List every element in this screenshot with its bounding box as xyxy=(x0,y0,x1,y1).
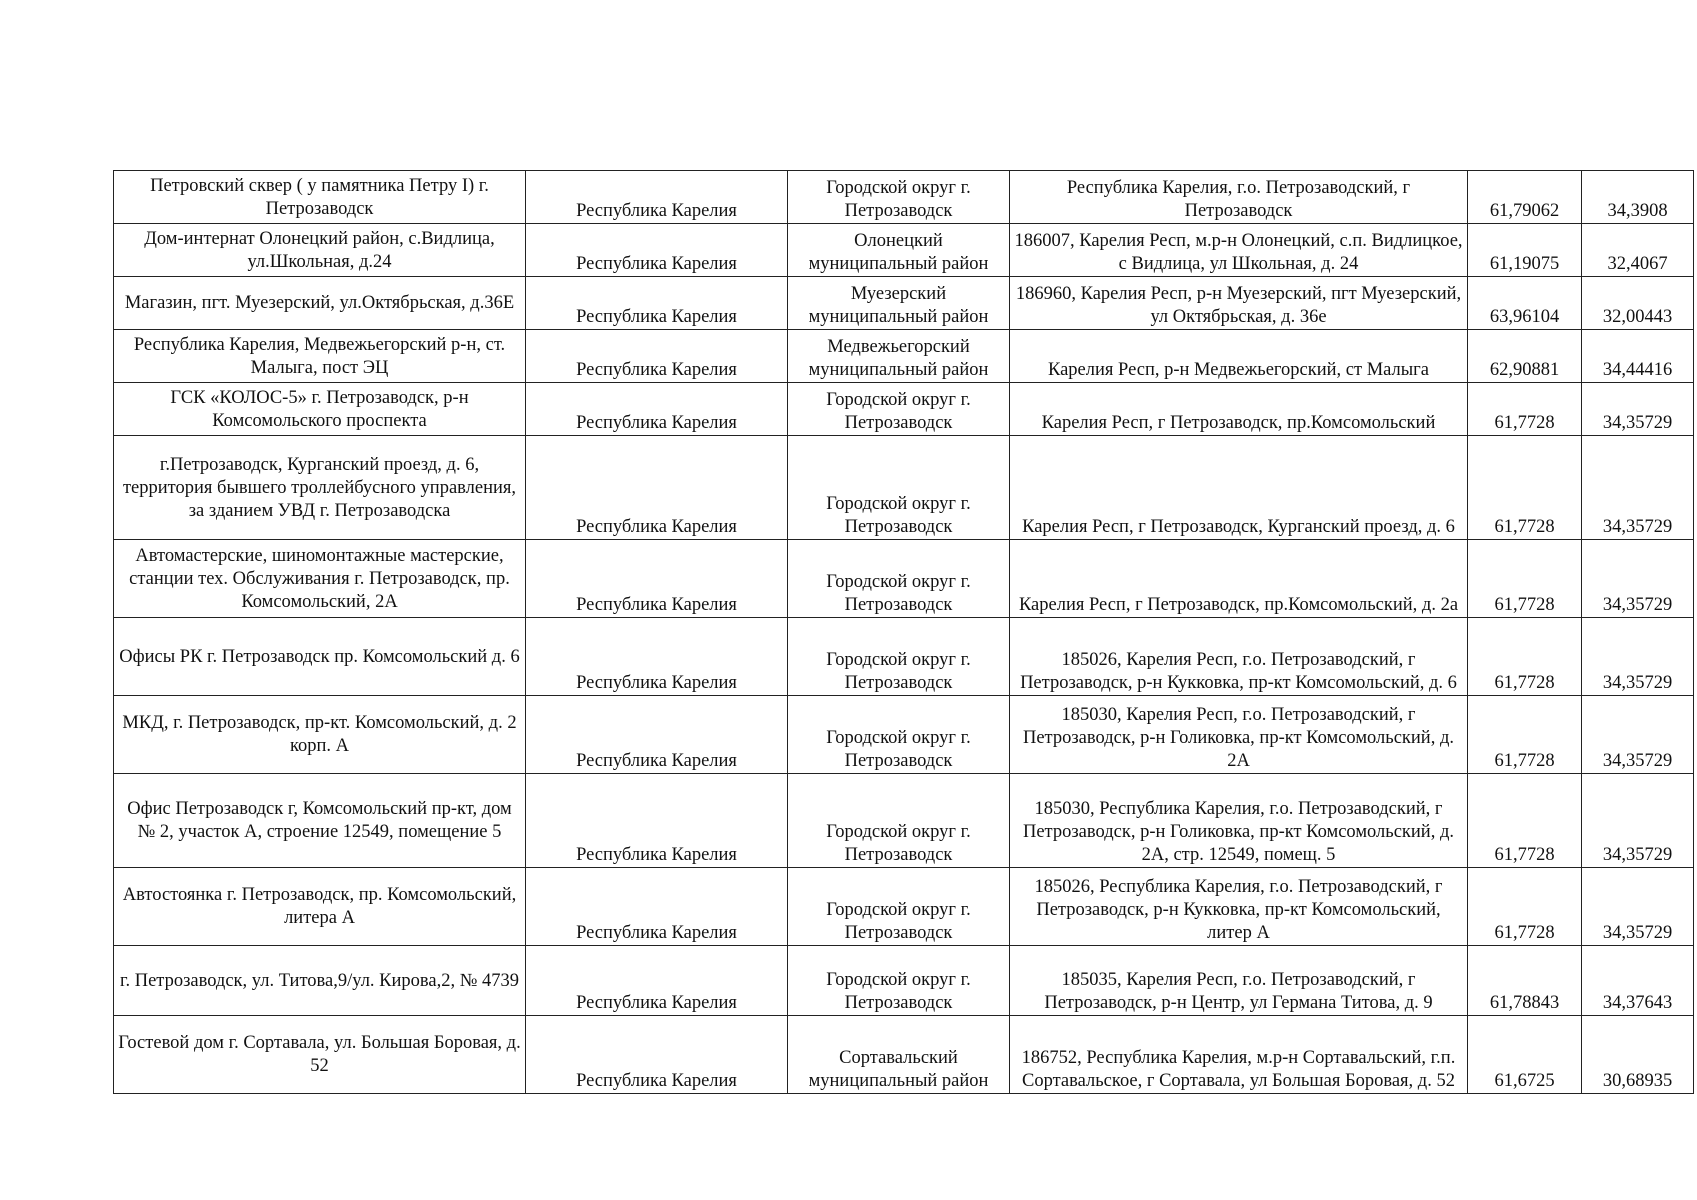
object-cell: Автомастерские, шиномонтажные мастерские, станции тех. Обслуживания г. Петрозаводск, пр. Комсомольский, 2А xyxy=(114,540,526,618)
region-cell: Республика Карелия xyxy=(526,383,788,436)
address-cell: 185026, Республика Карелия, г.о. Петрозаводский, г Петрозаводск, р-н Кукковка, пр-кт Комсомольский, литер А xyxy=(1010,868,1468,946)
longitude-cell: 34,35729 xyxy=(1582,868,1694,946)
municipality-cell: Медвежьегорский муниципальный район xyxy=(788,330,1010,383)
address-cell: Карелия Респ, г Петрозаводск, пр.Комсомольский xyxy=(1010,383,1468,436)
latitude-cell: 61,7728 xyxy=(1468,436,1582,540)
municipality-cell: Городской округ г. Петрозаводск xyxy=(788,436,1010,540)
table-row xyxy=(114,774,1694,868)
longitude-cell: 34,3908 xyxy=(1582,171,1694,224)
address-cell: 186752, Республика Карелия, м.р-н Сортавальский, г.п. Сортавальское, г Сортавала, ул Большая Боровая, д. 52 xyxy=(1010,1016,1468,1094)
address-cell: 185026, Карелия Респ, г.о. Петрозаводский, г Петрозаводск, р-н Кукковка, пр-кт Комсомольский, д. 6 xyxy=(1010,618,1468,696)
object-cell: Офис Петрозаводск г, Комсомольский пр-кт, дом № 2, участок А, строение 12549, помещение 5 xyxy=(114,774,526,868)
latitude-cell: 61,7728 xyxy=(1468,696,1582,774)
table-row xyxy=(114,436,1694,540)
municipality-cell: Городской округ г. Петрозаводск xyxy=(788,383,1010,436)
region-cell: Республика Карелия xyxy=(526,696,788,774)
municipality-cell: Городской округ г. Петрозаводск xyxy=(788,171,1010,224)
municipality-cell: Городской округ г. Петрозаводск xyxy=(788,696,1010,774)
table-row xyxy=(114,171,1694,224)
latitude-cell: 61,7728 xyxy=(1468,383,1582,436)
municipality-cell: Городской округ г. Петрозаводск xyxy=(788,540,1010,618)
address-cell: Карелия Респ, г Петрозаводск, пр.Комсомольский, д. 2а xyxy=(1010,540,1468,618)
region-cell: Республика Карелия xyxy=(526,868,788,946)
address-table-body xyxy=(114,171,1694,1094)
longitude-cell: 34,35729 xyxy=(1582,383,1694,436)
latitude-cell: 62,90881 xyxy=(1468,330,1582,383)
latitude-cell: 61,6725 xyxy=(1468,1016,1582,1094)
object-cell: Гостевой дом г. Сортавала, ул. Большая Боровая, д. 52 xyxy=(114,1016,526,1094)
object-cell: ГСК «КОЛОС-5» г. Петрозаводск, р-н Комсомольского проспекта xyxy=(114,383,526,436)
table-row xyxy=(114,868,1694,946)
municipality-cell: Городской округ г. Петрозаводск xyxy=(788,868,1010,946)
longitude-cell: 32,4067 xyxy=(1582,224,1694,277)
longitude-cell: 34,37643 xyxy=(1582,946,1694,1016)
latitude-cell: 61,19075 xyxy=(1468,224,1582,277)
address-cell: 185030, Карелия Респ, г.о. Петрозаводский, г Петрозаводск, р-н Голиковка, пр-кт Комсомольский, д. 2А xyxy=(1010,696,1468,774)
table-row xyxy=(114,618,1694,696)
latitude-cell: 61,78843 xyxy=(1468,946,1582,1016)
longitude-cell: 34,44416 xyxy=(1582,330,1694,383)
latitude-cell: 61,7728 xyxy=(1468,774,1582,868)
municipality-cell: Олонецкий муниципальный район xyxy=(788,224,1010,277)
latitude-cell: 61,7728 xyxy=(1468,868,1582,946)
address-cell: 186960, Карелия Респ, р-н Муезерский, пгт Муезерский, ул Октябрьская, д. 36е xyxy=(1010,277,1468,330)
municipality-cell: Городской округ г. Петрозаводск xyxy=(788,618,1010,696)
object-cell: МКД, г. Петрозаводск, пр-кт. Комсомольский, д. 2 корп. А xyxy=(114,696,526,774)
object-cell: Дом-интернат Олонецкий район, с.Видлица, ул.Школьная, д.24 xyxy=(114,224,526,277)
address-cell: Республика Карелия, г.о. Петрозаводский, г Петрозаводск xyxy=(1010,171,1468,224)
table-row xyxy=(114,540,1694,618)
region-cell: Республика Карелия xyxy=(526,330,788,383)
object-cell: г. Петрозаводск, ул. Титова,9/ул. Кирова,2, № 4739 xyxy=(114,946,526,1016)
address-cell: Карелия Респ, р-н Медвежьегорский, ст Малыга xyxy=(1010,330,1468,383)
table-row xyxy=(114,224,1694,277)
table-row xyxy=(114,383,1694,436)
region-cell: Республика Карелия xyxy=(526,277,788,330)
table-row xyxy=(114,330,1694,383)
longitude-cell: 34,35729 xyxy=(1582,696,1694,774)
municipality-cell: Сортавальский муниципальный район xyxy=(788,1016,1010,1094)
address-cell: 185035, Карелия Респ, г.о. Петрозаводский, г Петрозаводск, р-н Центр, ул Германа Титова, д. 9 xyxy=(1010,946,1468,1016)
object-cell: Республика Карелия, Медвежьегорский р-н, ст. Малыга, пост ЭЦ xyxy=(114,330,526,383)
region-cell: Республика Карелия xyxy=(526,540,788,618)
longitude-cell: 34,35729 xyxy=(1582,774,1694,868)
address-cell: Карелия Респ, г Петрозаводск, Курганский проезд, д. 6 xyxy=(1010,436,1468,540)
object-cell: Петровский сквер ( у памятника Петру I) г. Петрозаводск xyxy=(114,171,526,224)
region-cell: Республика Карелия xyxy=(526,774,788,868)
table-row xyxy=(114,946,1694,1016)
table-row xyxy=(114,277,1694,330)
address-table xyxy=(113,170,1694,1094)
table-row xyxy=(114,1016,1694,1094)
object-cell: Магазин, пгт. Муезерский, ул.Октябрьская, д.36Е xyxy=(114,277,526,330)
address-cell: 185030, Республика Карелия, г.о. Петрозаводский, г Петрозаводск, р-н Голиковка, пр-кт Комсомольский, д. 2А, стр. 12549, помещ. 5 xyxy=(1010,774,1468,868)
longitude-cell: 34,35729 xyxy=(1582,540,1694,618)
region-cell: Республика Карелия xyxy=(526,946,788,1016)
region-cell: Республика Карелия xyxy=(526,224,788,277)
latitude-cell: 61,7728 xyxy=(1468,618,1582,696)
region-cell: Республика Карелия xyxy=(526,618,788,696)
municipality-cell: Городской округ г. Петрозаводск xyxy=(788,946,1010,1016)
object-cell: Офисы РК г. Петрозаводск пр. Комсомольский д. 6 xyxy=(114,618,526,696)
latitude-cell: 63,96104 xyxy=(1468,277,1582,330)
municipality-cell: Муезерский муниципальный район xyxy=(788,277,1010,330)
region-cell: Республика Карелия xyxy=(526,1016,788,1094)
longitude-cell: 34,35729 xyxy=(1582,436,1694,540)
region-cell: Республика Карелия xyxy=(526,171,788,224)
object-cell: Автостоянка г. Петрозаводск, пр. Комсомольский, литера А xyxy=(114,868,526,946)
longitude-cell: 34,35729 xyxy=(1582,618,1694,696)
longitude-cell: 30,68935 xyxy=(1582,1016,1694,1094)
municipality-cell: Городской округ г. Петрозаводск xyxy=(788,774,1010,868)
table-row xyxy=(114,696,1694,774)
region-cell: Республика Карелия xyxy=(526,436,788,540)
latitude-cell: 61,7728 xyxy=(1468,540,1582,618)
longitude-cell: 32,00443 xyxy=(1582,277,1694,330)
object-cell: г.Петрозаводск, Курганский проезд, д. 6, территория бывшего троллейбусного управления, за зданием УВД г. Петрозаводска xyxy=(114,436,526,540)
address-cell: 186007, Карелия Респ, м.р-н Олонецкий, с.п. Видлицкое, с Видлица, ул Школьная, д. 24 xyxy=(1010,224,1468,277)
latitude-cell: 61,79062 xyxy=(1468,171,1582,224)
